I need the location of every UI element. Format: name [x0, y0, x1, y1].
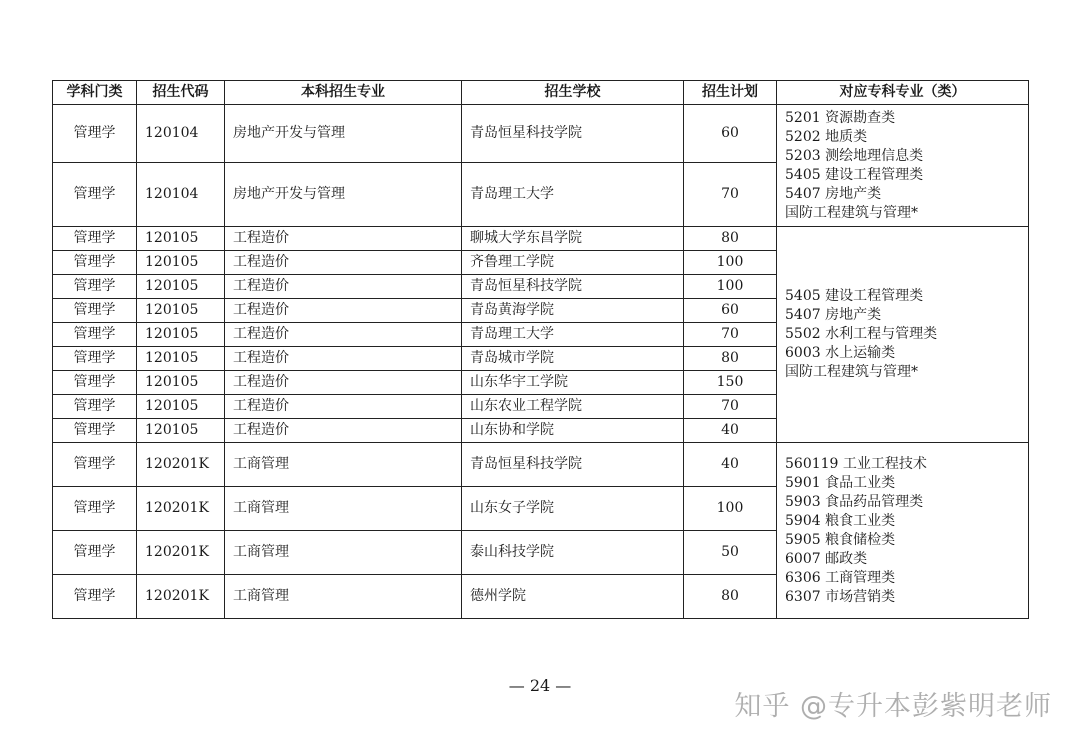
category-cell: 管理学 — [53, 395, 137, 419]
corresponding-major-item: 5905 粮食储检类 — [785, 531, 896, 548]
plan-cell: 80 — [684, 227, 777, 251]
plan-cell: 50 — [684, 531, 777, 575]
plan-cell: 60 — [684, 105, 777, 163]
category-cell: 管理学 — [53, 575, 137, 619]
school-cell: 泰山科技学院 — [462, 531, 684, 575]
plan-cell: 100 — [684, 487, 777, 531]
major-cell: 工程造价 — [225, 371, 462, 395]
code-cell: 120104 — [137, 105, 225, 163]
code-cell: 120201K — [137, 531, 225, 575]
plan-cell: 70 — [684, 395, 777, 419]
plan-cell: 70 — [684, 163, 777, 227]
page-number: — 24 — — [508, 676, 572, 695]
major-cell: 工程造价 — [225, 347, 462, 371]
category-cell: 管理学 — [53, 323, 137, 347]
major-cell: 工程造价 — [225, 275, 462, 299]
corresponding-major-item: 5203 测绘地理信息类 — [785, 147, 924, 164]
table-body — [53, 105, 1029, 619]
corresponding-major-item: 5201 资源勘查类 — [785, 109, 896, 126]
header-corresponding: 对应专科专业（类） — [777, 81, 1029, 105]
school-cell: 齐鲁理工学院 — [462, 251, 684, 275]
category-cell: 管理学 — [53, 105, 137, 163]
code-cell: 120105 — [137, 251, 225, 275]
major-cell: 工程造价 — [225, 251, 462, 275]
watermark: 知乎 @专升本彭紫明老师 — [734, 691, 1052, 722]
school-cell: 青岛恒星科技学院 — [462, 105, 684, 163]
header-school: 招生学校 — [462, 81, 684, 105]
category-cell: 管理学 — [53, 347, 137, 371]
code-cell: 120105 — [137, 275, 225, 299]
corresponding-major-item: 5407 房地产类 — [785, 307, 882, 323]
category-cell: 管理学 — [53, 227, 137, 251]
code-cell: 120105 — [137, 227, 225, 251]
school-cell: 山东农业工程学院 — [462, 395, 684, 419]
corresponding-major-item: 5407 房地产类 — [785, 185, 882, 202]
major-cell: 工商管理 — [225, 575, 462, 619]
plan-cell: 40 — [684, 443, 777, 487]
corresponding-major-item: 5502 水利工程与管理类 — [785, 326, 938, 342]
category-cell: 管理学 — [53, 163, 137, 227]
table-row — [53, 227, 1029, 251]
header-category: 学科门类 — [53, 81, 137, 105]
corresponding-major-item: 5903 食品药品管理类 — [785, 493, 924, 510]
code-cell: 120104 — [137, 163, 225, 227]
code-cell: 120201K — [137, 443, 225, 487]
corresponding-majors-cell — [777, 227, 1029, 443]
header-code: 招生代码 — [137, 81, 225, 105]
code-cell: 120105 — [137, 395, 225, 419]
school-cell: 山东女子学院 — [462, 487, 684, 531]
corresponding-major-item: 5405 建设工程管理类 — [785, 166, 924, 183]
school-cell: 青岛理工大学 — [462, 163, 684, 227]
code-cell: 120105 — [137, 323, 225, 347]
table-row — [53, 105, 1029, 163]
school-cell: 青岛恒星科技学院 — [462, 275, 684, 299]
corresponding-major-item: 国防工程建筑与管理* — [785, 204, 918, 221]
code-cell: 120105 — [137, 419, 225, 443]
category-cell: 管理学 — [53, 299, 137, 323]
corresponding-major-item: 560119 工业工程技术 — [785, 455, 927, 472]
school-cell: 德州学院 — [462, 575, 684, 619]
plan-cell: 70 — [684, 323, 777, 347]
major-cell: 工程造价 — [225, 395, 462, 419]
corresponding-major-item: 5904 粮食工业类 — [785, 512, 896, 529]
corresponding-major-item: 5901 食品工业类 — [785, 474, 896, 491]
school-cell: 聊城大学东昌学院 — [462, 227, 684, 251]
corresponding-major-item: 5405 建设工程管理类 — [785, 288, 924, 304]
plan-cell: 100 — [684, 251, 777, 275]
corresponding-major-item: 国防工程建筑与管理* — [785, 364, 918, 380]
code-cell: 120201K — [137, 487, 225, 531]
category-cell: 管理学 — [53, 419, 137, 443]
major-cell: 工商管理 — [225, 487, 462, 531]
school-cell: 青岛城市学院 — [462, 347, 684, 371]
plan-cell: 80 — [684, 347, 777, 371]
table-header-row — [53, 81, 1029, 105]
major-cell: 工程造价 — [225, 227, 462, 251]
major-cell: 房地产开发与管理 — [225, 105, 462, 163]
category-cell: 管理学 — [53, 275, 137, 299]
category-cell: 管理学 — [53, 531, 137, 575]
table-row — [53, 443, 1029, 487]
corresponding-major-item: 6003 水上运输类 — [785, 345, 896, 361]
corresponding-major-item: 6307 市场营销类 — [785, 588, 896, 605]
category-cell: 管理学 — [53, 251, 137, 275]
code-cell: 120201K — [137, 575, 225, 619]
header-major: 本科招生专业 — [225, 81, 462, 105]
code-cell: 120105 — [137, 347, 225, 371]
major-cell: 房地产开发与管理 — [225, 163, 462, 227]
major-cell: 工商管理 — [225, 531, 462, 575]
admission-table — [52, 80, 1029, 619]
category-cell: 管理学 — [53, 487, 137, 531]
category-cell: 管理学 — [53, 371, 137, 395]
corresponding-majors-cell — [777, 443, 1029, 619]
school-cell: 山东协和学院 — [462, 419, 684, 443]
corresponding-major-item: 5202 地质类 — [785, 128, 868, 145]
major-cell: 工程造价 — [225, 323, 462, 347]
plan-cell: 60 — [684, 299, 777, 323]
plan-cell: 80 — [684, 575, 777, 619]
header-plan: 招生计划 — [684, 81, 777, 105]
major-cell: 工商管理 — [225, 443, 462, 487]
school-cell: 青岛理工大学 — [462, 323, 684, 347]
code-cell: 120105 — [137, 371, 225, 395]
major-cell: 工程造价 — [225, 419, 462, 443]
code-cell: 120105 — [137, 299, 225, 323]
plan-cell: 150 — [684, 371, 777, 395]
plan-cell: 40 — [684, 419, 777, 443]
corresponding-majors-cell — [777, 105, 1029, 227]
school-cell: 山东华宇工学院 — [462, 371, 684, 395]
category-cell: 管理学 — [53, 443, 137, 487]
major-cell: 工程造价 — [225, 299, 462, 323]
corresponding-major-item: 6306 工商管理类 — [785, 569, 896, 586]
corresponding-major-item: 6007 邮政类 — [785, 550, 868, 567]
school-cell: 青岛黄海学院 — [462, 299, 684, 323]
plan-cell: 100 — [684, 275, 777, 299]
school-cell: 青岛恒星科技学院 — [462, 443, 684, 487]
